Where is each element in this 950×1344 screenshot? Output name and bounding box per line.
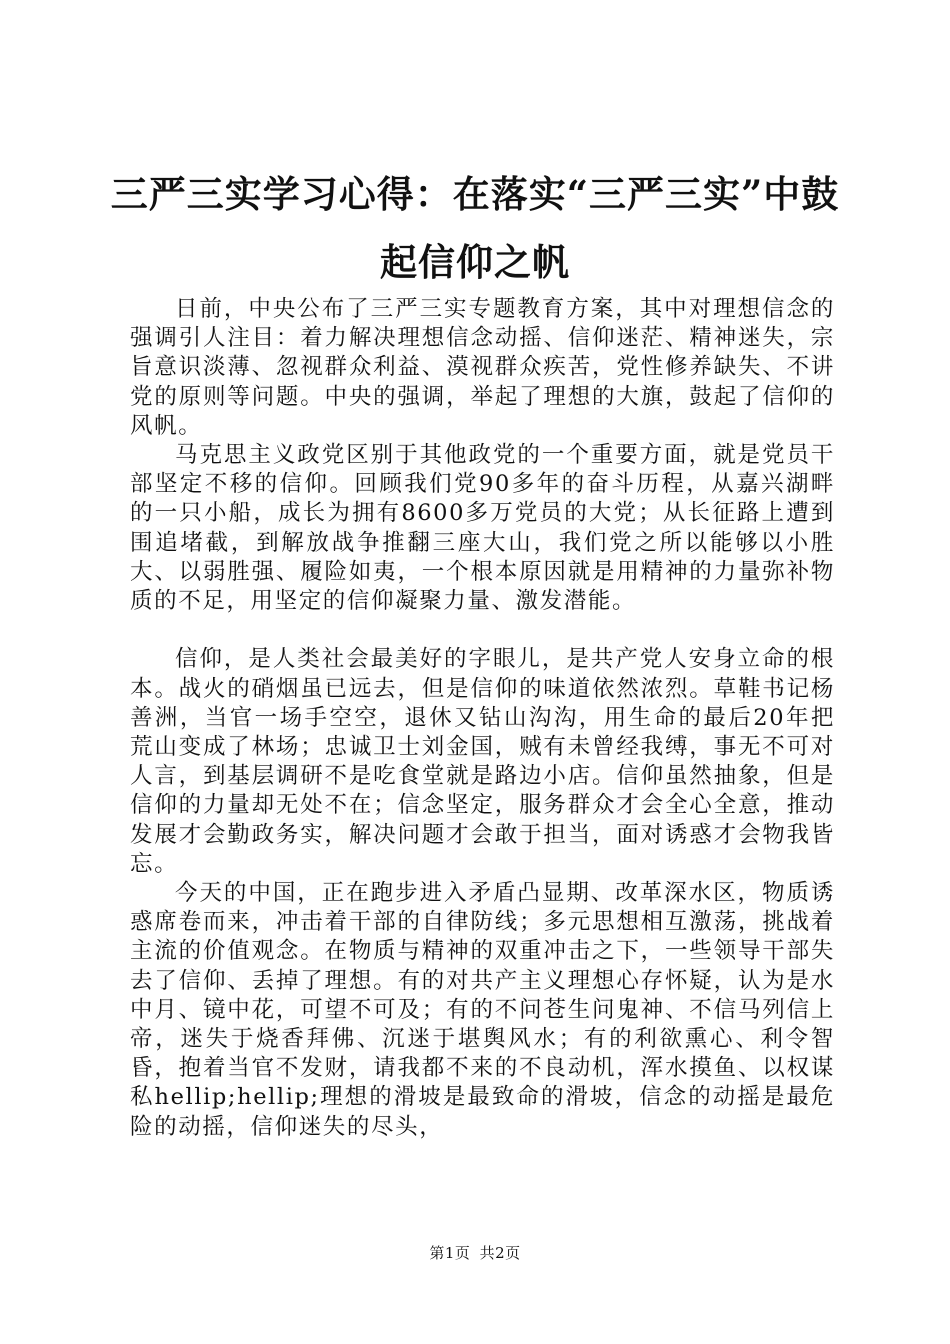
- paragraph-2: 马克思主义政党区别于其他政党的一个重要方面，就是党员干部坚定不移的信仰。回顾我们党90多年的奋斗历程，从嘉兴湖畔的一只小船，成长为拥有8600多万党员的大党；从长征路上遭到围追堵截，到解放战争推翻三座大山，我们党之所以能够以小胜大、以弱胜强、履险如夷，一个根本原因就是用精神的力量弥补物质的不足，用坚定的信仰凝聚力量、激发潜能。: [130, 442, 835, 615]
- paragraph-4: 今天的中国，正在跑步进入矛盾凸显期、改革深水区，物质诱惑席卷而来，冲击着干部的自律防线；多元思想相互激荡，挑战着主流的价值观念。在物质与精神的双重冲击之下，一些领导干部失去了信仰、丢掉了理想。有的对共产主义理想心存怀疑，认为是水中月、镜中花，可望不可及；有的不问苍生问鬼神、不信马列信上帝，迷失于烧香拜佛、沉迷于堪舆风水；有的利欲熏心、利令智昏，抱着当官不发财，请我都不来的不良动机，浑水摸鱼、以权谋私hellip;hellip;理想的滑坡是最致命的滑坡，信念的动摇是最危险的动摇，信仰迷失的尽头，: [130, 880, 835, 1140]
- page-footer: [0, 1243, 950, 1263]
- page-total: 共2页: [479, 1244, 521, 1262]
- paragraph-1: 日前，中央公布了三严三实专题教育方案，其中对理想信念的强调引人注目：着力解决理想信念动摇、信仰迷茫、精神迷失，宗旨意识淡薄、忽视群众利益、漠视群众疾苦，党性修养缺失、不讲党的原则等问题。中央的强调，举起了理想的大旗，鼓起了信仰的风帆。: [130, 296, 835, 439]
- document-title: 三严三实学习心得：在落实“三严三实”中鼓起信仰之帆: [110, 172, 840, 284]
- document-body: [130, 295, 835, 1142]
- paragraph-spacer: [130, 616, 835, 645]
- page-number: 第1页: [429, 1244, 471, 1262]
- paragraph-3: 信仰，是人类社会最美好的字眼儿，是共产党人安身立命的根本。战火的硝烟虽已远去，但是信仰的味道依然浓烈。草鞋书记杨善洲，当官一场手空空，退休又钻山沟沟，用生命的最后20年把荒山变成了林场；忠诚卫士刘金国，贼有未曾经我缚，事无不可对人言，到基层调研不是吃食堂就是路边小店。信仰虽然抽象，但是信仰的力量却无处不在；信念坚定，服务群众才会全心全意，推动发展才会勤政务实，解决问题才会敢于担当，面对诱惑才会物我皆忘。: [130, 646, 835, 877]
